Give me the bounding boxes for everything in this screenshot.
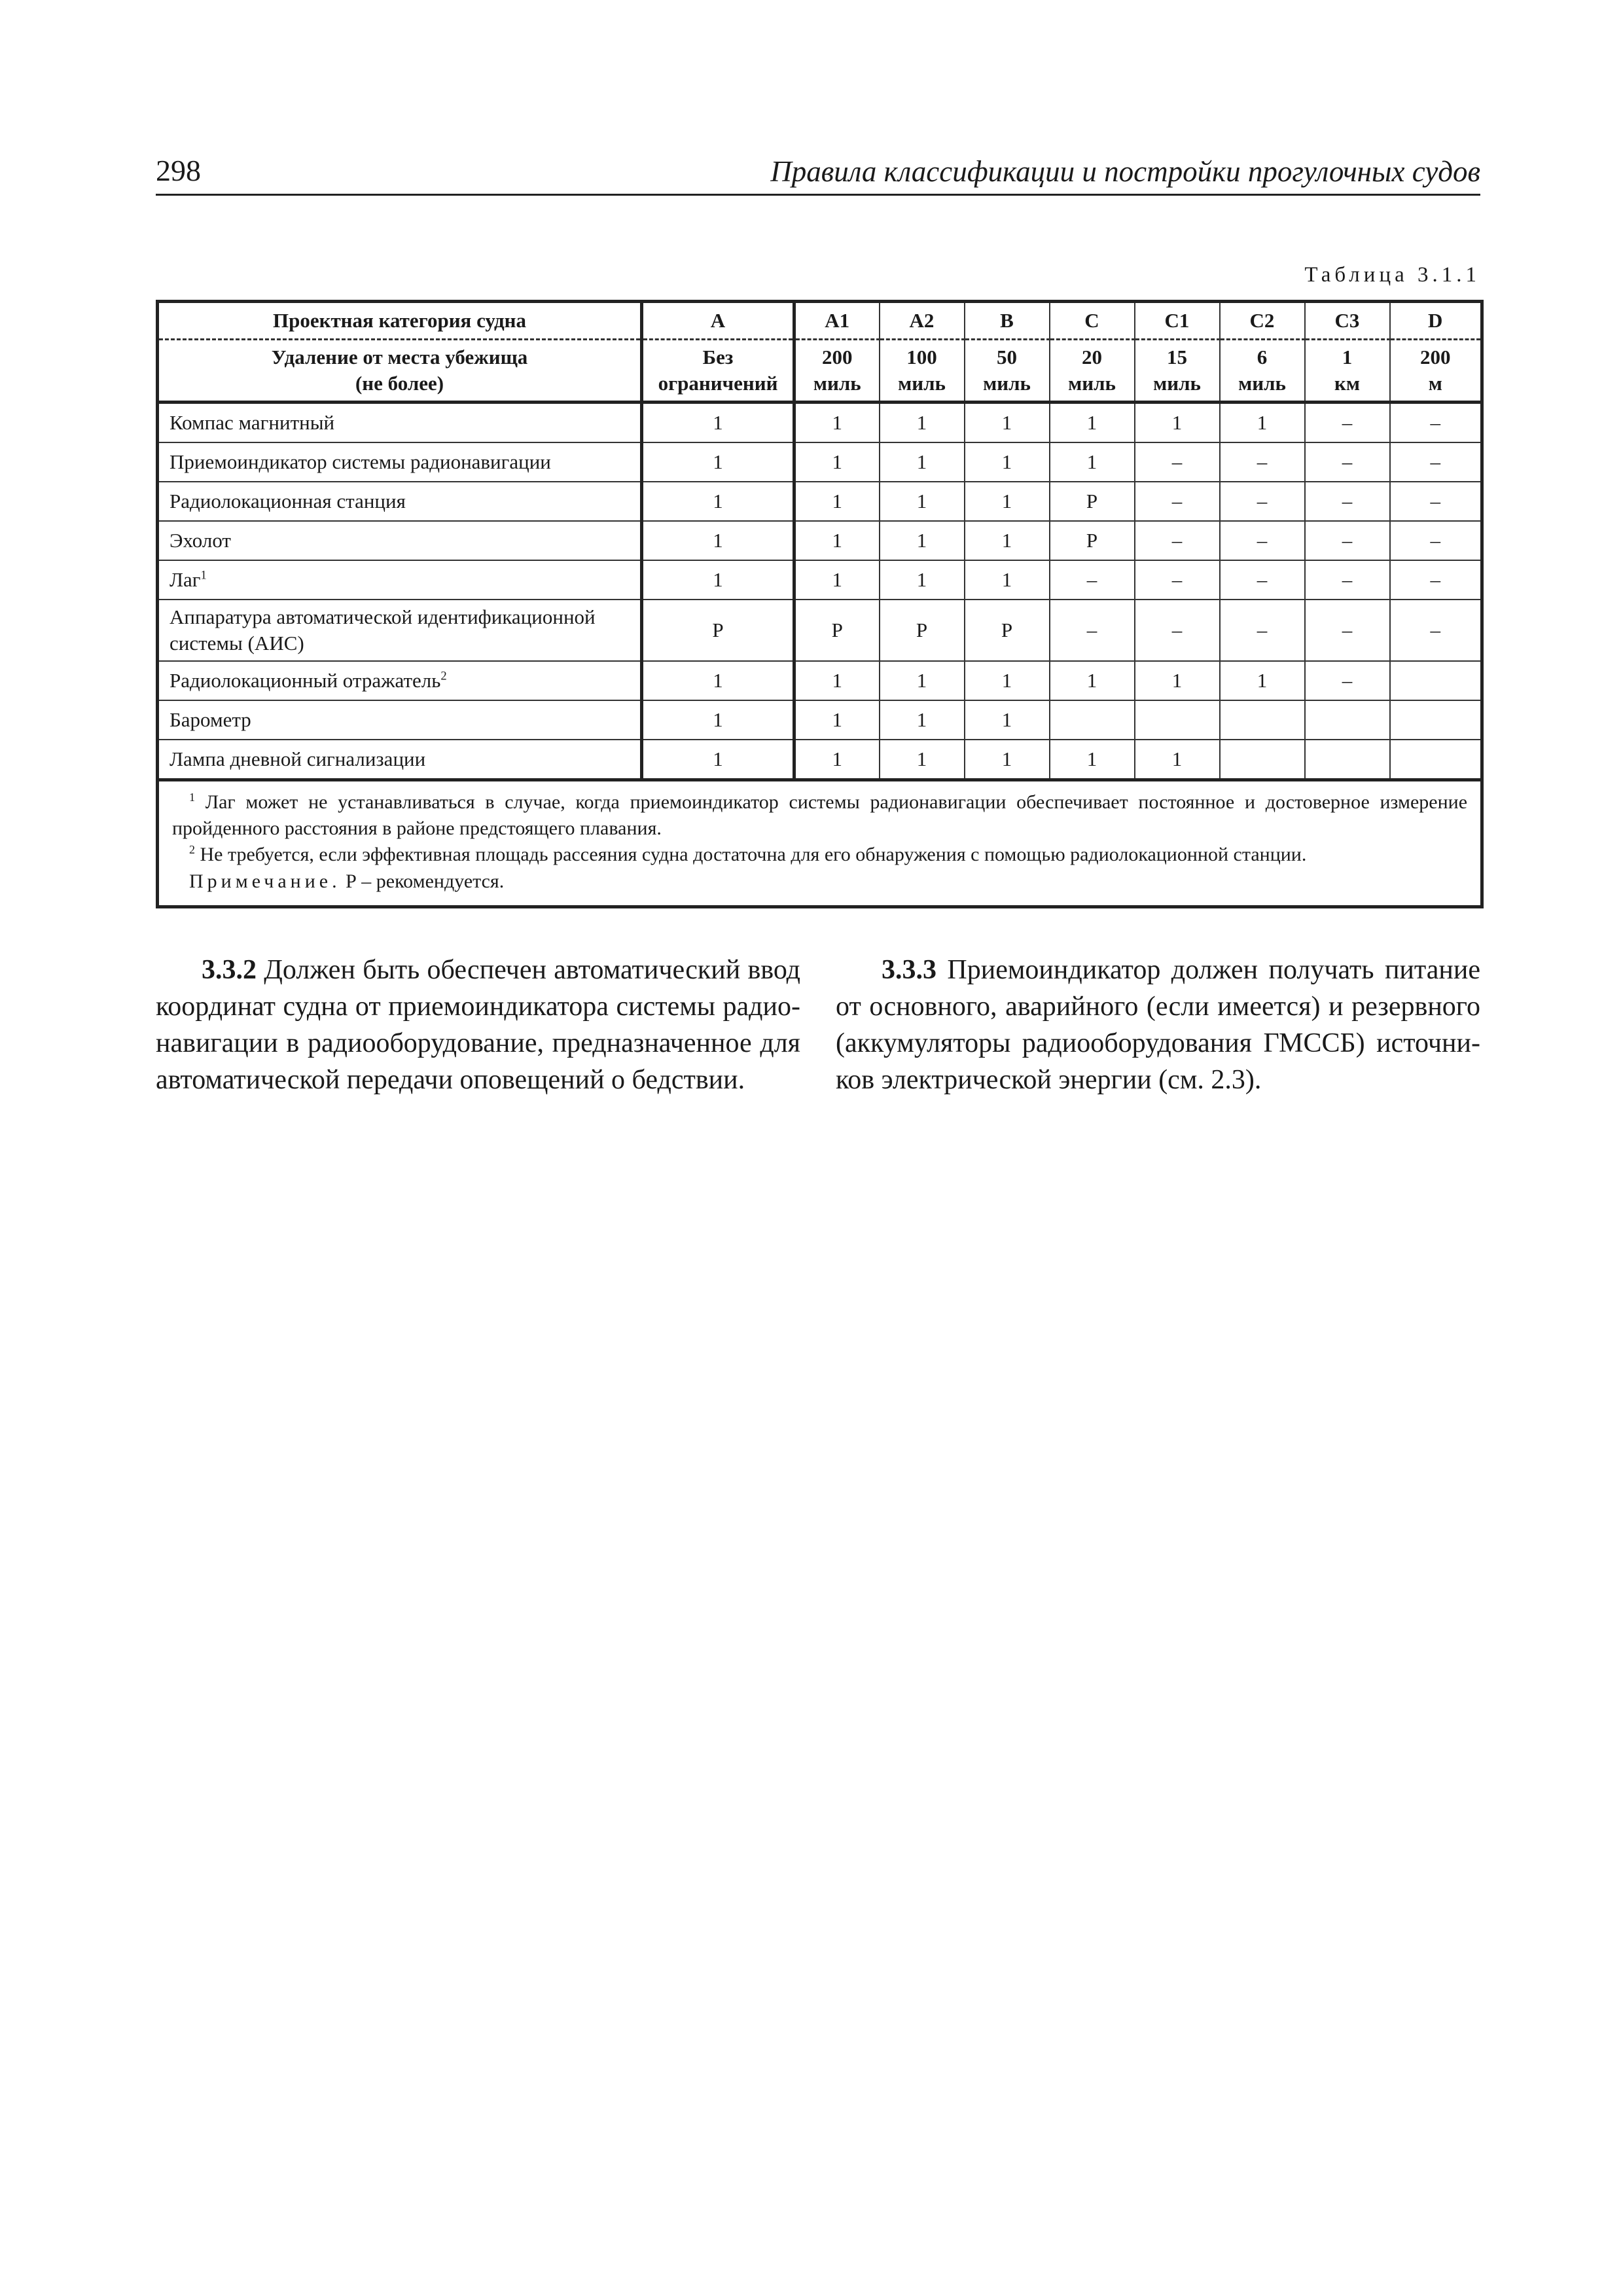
requirement-cell: 1 — [642, 700, 794, 740]
equipment-name: Барометр — [158, 700, 642, 740]
paragraph-3-3-2 — [156, 952, 800, 1098]
running-header — [156, 151, 1480, 196]
requirement-cell: – — [1305, 482, 1390, 521]
requirement-cell: 1 — [642, 661, 794, 700]
category-cell: C2 — [1220, 302, 1305, 340]
equipment-name: Радиолокационный отражатель$^2$ — [158, 661, 642, 700]
header-label-distance — [158, 340, 642, 403]
clause-number: 3.3.3 — [882, 955, 936, 985]
requirement-cell: – — [1390, 560, 1482, 600]
requirement-cell — [1050, 700, 1135, 740]
distance-label-line2: (не более) — [355, 372, 444, 395]
clause-text: Приемоиндикатор должен получать питание от основного, аварийного (если имеется) и резервного (аккумуляторы радиооборудования ГМССБ) источни-ков электрической энергии (см. 2.3). — [836, 955, 1480, 1095]
requirement-cell: 1 — [794, 700, 880, 740]
distance-label-line1: Удаление от места убежища — [271, 346, 528, 369]
requirement-cell: 1 — [794, 740, 880, 780]
requirement-cell: – — [1135, 482, 1220, 521]
requirement-cell: – — [1305, 403, 1390, 443]
requirement-cell: Р — [880, 600, 965, 661]
requirement-cell: – — [1390, 600, 1482, 661]
running-title: Правила классификации и постройки прогулочных судов — [770, 155, 1480, 188]
requirement-cell: – — [1220, 600, 1305, 661]
requirement-cell: – — [1305, 661, 1390, 700]
category-cell: A2 — [880, 302, 965, 340]
requirement-cell: 1 — [794, 442, 880, 482]
category-cell: D — [1390, 302, 1482, 340]
requirement-cell: 1 — [794, 560, 880, 600]
requirement-cell: – — [1135, 600, 1220, 661]
distance-cell: 50 миль — [965, 340, 1050, 403]
footnote-2: $^2$ Не требуется, если эффективная площадь рассеяния судна достаточна для его обнаружения с помощью радиолокационной станции. — [189, 843, 1307, 866]
distance-cell: 100 миль — [880, 340, 965, 403]
requirement-cell: 1 — [965, 740, 1050, 780]
requirement-cell: Р — [794, 600, 880, 661]
header-row-category — [158, 302, 1482, 340]
requirement-cell — [1390, 740, 1482, 780]
distance-cell: 1 км — [1305, 340, 1390, 403]
table-row — [158, 403, 1482, 443]
equipment-name: Приемоиндикатор системы радионавигации — [158, 442, 642, 482]
table-caption: Таблица 3.1.1 — [1304, 263, 1480, 287]
requirement-cell — [1305, 740, 1390, 780]
requirement-cell: – — [1390, 521, 1482, 560]
distance-cell: 15 миль — [1135, 340, 1220, 403]
requirement-cell: 1 — [1220, 403, 1305, 443]
table-body — [158, 403, 1482, 780]
requirement-cell: 1 — [1050, 740, 1135, 780]
requirement-cell: Р — [1050, 521, 1135, 560]
footnote-1: $^1$ Лаг может не устанавливаться в случае, когда приемоиндикатор системы радионавигации обеспечивает постоянное и достоверное измерение пройденного расстояния в районе предстоящего плавания. — [172, 791, 1468, 840]
table-row — [158, 600, 1482, 661]
table-row — [158, 442, 1482, 482]
header-row-distance — [158, 340, 1482, 403]
requirement-cell: 1 — [880, 482, 965, 521]
category-cell: B — [965, 302, 1050, 340]
requirement-cell: 1 — [965, 482, 1050, 521]
requirement-cell: 1 — [1135, 661, 1220, 700]
requirement-cell: 1 — [965, 700, 1050, 740]
requirement-cell: – — [1135, 442, 1220, 482]
requirement-cell: 1 — [794, 403, 880, 443]
equipment-name: Радиолокационная станция — [158, 482, 642, 521]
requirement-cell: 1 — [642, 403, 794, 443]
clause-text: Должен быть обеспечен автоматический ввод координат судна от приемоиндикатора системы радио-навигации в радиооборудование, предназначенное для автоматической передачи оповещений о бедствии. — [156, 955, 800, 1095]
requirement-cell: – — [1135, 521, 1220, 560]
table-row — [158, 661, 1482, 700]
requirement-cell: 1 — [1050, 403, 1135, 443]
requirement-cell: 1 — [965, 403, 1050, 443]
requirement-cell: 1 — [642, 521, 794, 560]
requirement-cell: 1 — [880, 560, 965, 600]
requirement-cell — [1135, 700, 1220, 740]
requirement-cell: 1 — [642, 482, 794, 521]
requirement-cell — [1220, 740, 1305, 780]
requirement-cell — [1305, 700, 1390, 740]
requirement-cell: 1 — [880, 740, 965, 780]
requirement-cell: – — [1220, 560, 1305, 600]
distance-cell: 200 м — [1390, 340, 1482, 403]
requirement-cell: 1 — [1135, 403, 1220, 443]
table-row — [158, 700, 1482, 740]
requirement-cell: – — [1390, 482, 1482, 521]
table-row — [158, 740, 1482, 780]
requirement-cell: 1 — [880, 521, 965, 560]
requirement-cell: 1 — [794, 482, 880, 521]
requirement-cell: 1 — [794, 661, 880, 700]
equipment-name: Лаг$^1$ — [158, 560, 642, 600]
category-cell: A1 — [794, 302, 880, 340]
table-note: Примечание. Р – рекомендуется. — [189, 870, 505, 892]
requirement-cell: – — [1220, 521, 1305, 560]
page-number: 298 — [156, 154, 201, 187]
requirement-cell: – — [1390, 403, 1482, 443]
requirement-cell: 1 — [965, 560, 1050, 600]
requirement-cell: – — [1220, 442, 1305, 482]
requirement-cell: – — [1135, 560, 1220, 600]
requirement-cell — [1220, 700, 1305, 740]
requirement-cell — [1390, 661, 1482, 700]
requirement-cell: – — [1305, 521, 1390, 560]
requirement-cell: 1 — [880, 442, 965, 482]
category-cell: C — [1050, 302, 1135, 340]
distance-cell: 200 миль — [794, 340, 880, 403]
equipment-name: Эхолот — [158, 521, 642, 560]
requirement-cell: 1 — [880, 403, 965, 443]
requirement-cell: – — [1050, 600, 1135, 661]
distance-cell: Без ограничений — [642, 340, 794, 403]
requirement-cell: 1 — [642, 442, 794, 482]
requirement-cell: – — [1390, 442, 1482, 482]
requirement-cell: – — [1305, 442, 1390, 482]
paragraph-3-3-3 — [836, 952, 1480, 1098]
category-cell: C1 — [1135, 302, 1220, 340]
requirement-cell: 1 — [794, 521, 880, 560]
requirement-cell: 1 — [642, 560, 794, 600]
distance-cell: 20 миль — [1050, 340, 1135, 403]
equipment-name: Лампа дневной сигнализации — [158, 740, 642, 780]
requirement-cell: 1 — [1135, 740, 1220, 780]
requirement-cell: – — [1050, 560, 1135, 600]
clause-number: 3.3.2 — [202, 955, 257, 985]
requirement-cell: 1 — [1050, 661, 1135, 700]
requirement-cell: Р — [1050, 482, 1135, 521]
requirement-cell: 1 — [965, 661, 1050, 700]
requirement-cell: 1 — [880, 661, 965, 700]
requirement-cell: – — [1220, 482, 1305, 521]
requirement-cell: Р — [965, 600, 1050, 661]
category-cell: C3 — [1305, 302, 1390, 340]
distance-cell: 6 миль — [1220, 340, 1305, 403]
footnotes-row — [158, 780, 1482, 907]
equipment-name: Компас магнитный — [158, 403, 642, 443]
table-row — [158, 560, 1482, 600]
equipment-table — [156, 300, 1484, 908]
requirement-cell: 1 — [642, 740, 794, 780]
requirement-cell: – — [1305, 600, 1390, 661]
requirement-cell: Р — [642, 600, 794, 661]
requirement-cell: 1 — [1220, 661, 1305, 700]
category-cell: A — [642, 302, 794, 340]
requirement-cell: 1 — [1050, 442, 1135, 482]
requirement-cell: 1 — [965, 521, 1050, 560]
equipment-name: Аппаратура автоматической идентификационной системы (АИС) — [158, 600, 642, 661]
footnotes-cell — [158, 780, 1482, 907]
requirement-cell: – — [1305, 560, 1390, 600]
header-label-category: Проектная категория судна — [158, 302, 642, 340]
requirement-cell: 1 — [880, 700, 965, 740]
requirement-cell: 1 — [965, 442, 1050, 482]
requirement-cell — [1390, 700, 1482, 740]
table-row — [158, 521, 1482, 560]
table-row — [158, 482, 1482, 521]
